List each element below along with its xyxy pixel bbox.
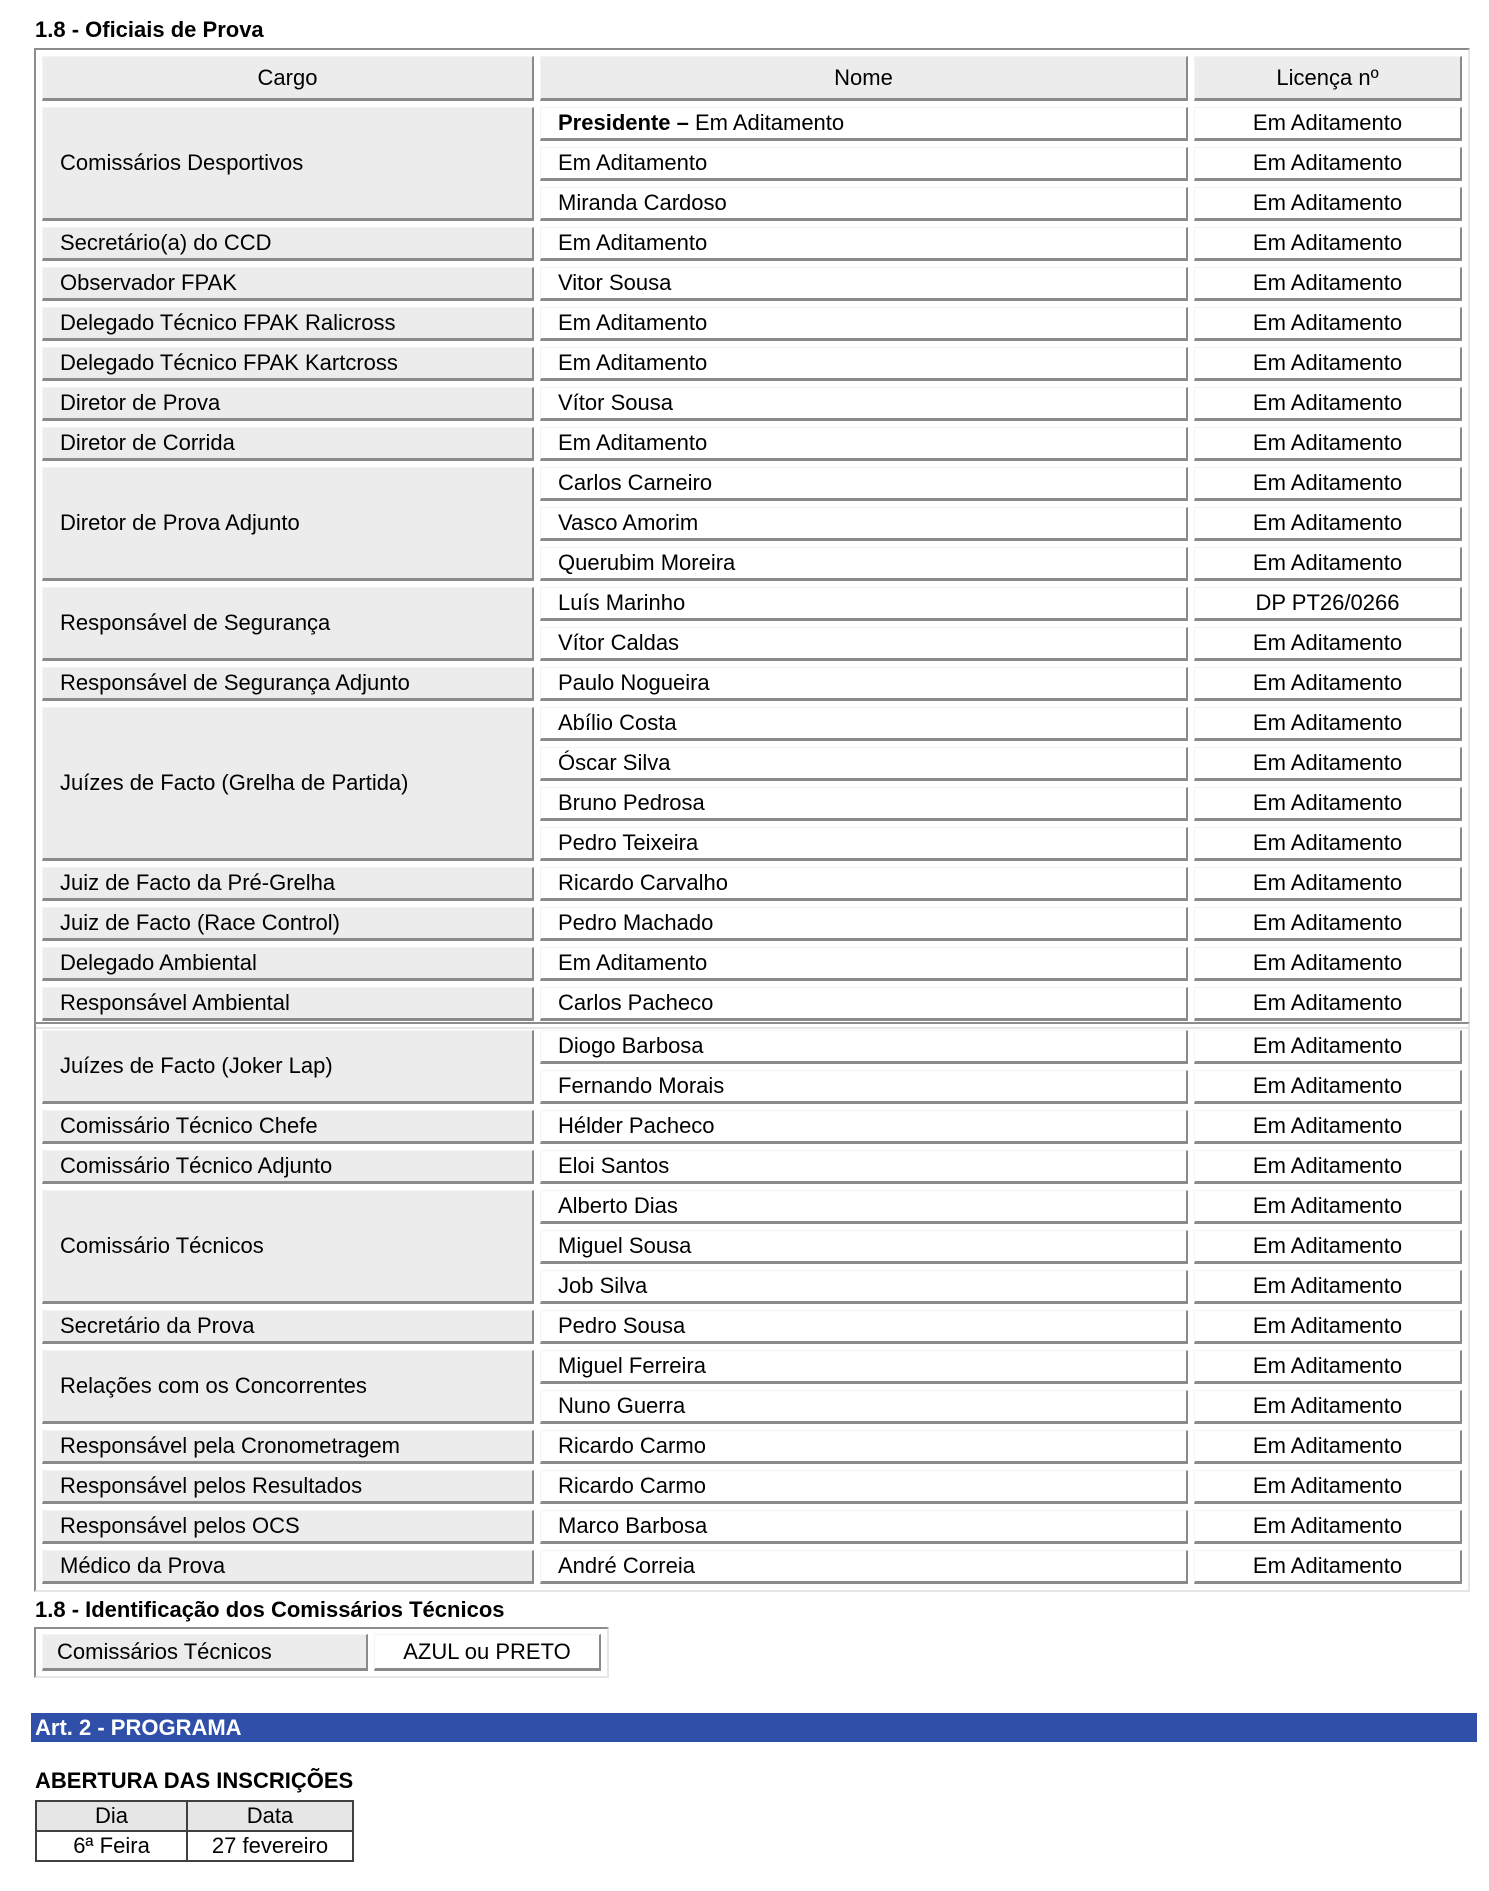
licenca-cell: Em Aditamento bbox=[1194, 1510, 1462, 1544]
nome-cell: Bruno Pedrosa bbox=[540, 787, 1188, 821]
cargo-cell: Secretário da Prova bbox=[42, 1310, 534, 1344]
licenca-cell: Em Aditamento bbox=[1194, 867, 1462, 901]
cargo-cell: Diretor de Corrida bbox=[42, 427, 534, 461]
table-row bbox=[42, 1030, 1462, 1064]
licenca-cell: Em Aditamento bbox=[1194, 1430, 1462, 1464]
cargo-cell: Responsável de Segurança Adjunto bbox=[42, 667, 534, 701]
cargo-cell: Responsável pela Cronometragem bbox=[42, 1430, 534, 1464]
nome-cell: Nuno Guerra bbox=[540, 1390, 1188, 1424]
header-cargo: Cargo bbox=[42, 56, 534, 101]
officials-table-continued bbox=[34, 1022, 1470, 1592]
licenca-cell: Em Aditamento bbox=[1194, 987, 1462, 1021]
nome-cell: Em Aditamento bbox=[540, 307, 1188, 341]
table-row bbox=[42, 667, 1462, 701]
nome-cell: Diogo Barbosa bbox=[540, 1030, 1188, 1064]
licenca-cell: Em Aditamento bbox=[1194, 507, 1462, 541]
cargo-cell: Juízes de Facto (Grelha de Partida) bbox=[42, 707, 534, 861]
licenca-cell: Em Aditamento bbox=[1194, 187, 1462, 221]
table-row bbox=[42, 1510, 1462, 1544]
nome-cell: Vitor Sousa bbox=[540, 267, 1188, 301]
cargo-cell: Juiz de Facto (Race Control) bbox=[42, 907, 534, 941]
licenca-cell: Em Aditamento bbox=[1194, 947, 1462, 981]
cargo-cell: Responsável de Segurança bbox=[42, 587, 534, 661]
identification-label: Comissários Técnicos bbox=[42, 1634, 368, 1671]
table-row bbox=[42, 1430, 1462, 1464]
nome-cell: Pedro Teixeira bbox=[540, 827, 1188, 861]
cargo-cell: Juízes de Facto (Joker Lap) bbox=[42, 1030, 534, 1104]
licenca-cell: Em Aditamento bbox=[1194, 747, 1462, 781]
licenca-cell: Em Aditamento bbox=[1194, 1350, 1462, 1384]
nome-cell: Ricardo Carmo bbox=[540, 1430, 1188, 1464]
nome-cell bbox=[540, 107, 1188, 141]
licenca-cell: Em Aditamento bbox=[1194, 1110, 1462, 1144]
nome-cell: Carlos Carneiro bbox=[540, 467, 1188, 501]
nome-cell: Em Aditamento bbox=[540, 227, 1188, 261]
nome-cell: Óscar Silva bbox=[540, 747, 1188, 781]
article-2-banner: Art. 2 - PROGRAMA bbox=[31, 1713, 1477, 1742]
licenca-cell: Em Aditamento bbox=[1194, 1070, 1462, 1104]
licenca-cell: DP PT26/0266 bbox=[1194, 587, 1462, 621]
table-row bbox=[42, 387, 1462, 421]
table-row bbox=[42, 1350, 1462, 1384]
nome-cell: Vasco Amorim bbox=[540, 507, 1188, 541]
licenca-cell: Em Aditamento bbox=[1194, 147, 1462, 181]
licenca-cell: Em Aditamento bbox=[1194, 827, 1462, 861]
registration-table bbox=[35, 1800, 354, 1862]
licenca-cell: Em Aditamento bbox=[1194, 907, 1462, 941]
licenca-cell: Em Aditamento bbox=[1194, 347, 1462, 381]
nome-cell: Em Aditamento bbox=[540, 347, 1188, 381]
table-row bbox=[42, 107, 1462, 141]
nome-cell: Em Aditamento bbox=[540, 427, 1188, 461]
table-row bbox=[42, 347, 1462, 381]
table-row bbox=[42, 1150, 1462, 1184]
licenca-cell: Em Aditamento bbox=[1194, 707, 1462, 741]
table-row bbox=[42, 907, 1462, 941]
licenca-cell: Em Aditamento bbox=[1194, 307, 1462, 341]
table-row bbox=[42, 587, 1462, 621]
cargo-cell: Delegado Ambiental bbox=[42, 947, 534, 981]
identification-section-title: 1.8 - Identificação dos Comissários Técnicos bbox=[35, 1597, 505, 1622]
table-row bbox=[42, 267, 1462, 301]
table-row bbox=[42, 947, 1462, 981]
licenca-cell: Em Aditamento bbox=[1194, 787, 1462, 821]
cargo-cell: Responsável pelos Resultados bbox=[42, 1470, 534, 1504]
licenca-cell: Em Aditamento bbox=[1194, 1390, 1462, 1424]
cargo-cell: Diretor de Prova Adjunto bbox=[42, 467, 534, 581]
nome-cell: Em Aditamento bbox=[540, 147, 1188, 181]
header-licenca: Licença nº bbox=[1194, 56, 1462, 101]
nome-cell: Ricardo Carmo bbox=[540, 1470, 1188, 1504]
table-row bbox=[42, 1190, 1462, 1224]
nome-cell: Marco Barbosa bbox=[540, 1510, 1188, 1544]
licenca-cell: Em Aditamento bbox=[1194, 427, 1462, 461]
header-data: Data bbox=[187, 1801, 353, 1831]
licenca-cell: Em Aditamento bbox=[1194, 467, 1462, 501]
nome-text: Em Aditamento bbox=[688, 110, 845, 135]
nome-cell: Vítor Sousa bbox=[540, 387, 1188, 421]
officials-section-title: 1.8 - Oficiais de Prova bbox=[35, 17, 264, 42]
cargo-cell: Delegado Técnico FPAK Kartcross bbox=[42, 347, 534, 381]
nome-cell: Abílio Costa bbox=[540, 707, 1188, 741]
identification-value: AZUL ou PRETO bbox=[374, 1634, 601, 1671]
licenca-cell: Em Aditamento bbox=[1194, 107, 1462, 141]
nome-cell: Miranda Cardoso bbox=[540, 187, 1188, 221]
cargo-cell: Responsável pelos OCS bbox=[42, 1510, 534, 1544]
table-row bbox=[42, 1310, 1462, 1344]
nome-cell: Ricardo Carvalho bbox=[540, 867, 1188, 901]
licenca-cell: Em Aditamento bbox=[1194, 1230, 1462, 1264]
nome-cell: Luís Marinho bbox=[540, 587, 1188, 621]
cargo-cell: Diretor de Prova bbox=[42, 387, 534, 421]
licenca-cell: Em Aditamento bbox=[1194, 1150, 1462, 1184]
nome-cell: Fernando Morais bbox=[540, 1070, 1188, 1104]
licenca-cell: Em Aditamento bbox=[1194, 547, 1462, 581]
table-row bbox=[42, 867, 1462, 901]
licenca-cell: Em Aditamento bbox=[1194, 227, 1462, 261]
role-prefix: Presidente – bbox=[558, 110, 689, 135]
cargo-cell: Observador FPAK bbox=[42, 267, 534, 301]
licenca-cell: Em Aditamento bbox=[1194, 387, 1462, 421]
licenca-cell: Em Aditamento bbox=[1194, 627, 1462, 661]
cargo-cell: Comissário Técnico Adjunto bbox=[42, 1150, 534, 1184]
registration-row bbox=[36, 1831, 353, 1861]
registration-title: ABERTURA DAS INSCRIÇÕES bbox=[35, 1768, 354, 1793]
cargo-cell: Juiz de Facto da Pré-Grelha bbox=[42, 867, 534, 901]
cargo-cell: Delegado Técnico FPAK Ralicross bbox=[42, 307, 534, 341]
table-row bbox=[42, 1470, 1462, 1504]
nome-cell: Pedro Machado bbox=[540, 907, 1188, 941]
nome-cell: Em Aditamento bbox=[540, 947, 1188, 981]
licenca-cell: Em Aditamento bbox=[1194, 267, 1462, 301]
cargo-cell: Comissário Técnico Chefe bbox=[42, 1110, 534, 1144]
cargo-cell: Secretário(a) do CCD bbox=[42, 227, 534, 261]
nome-cell: Carlos Pacheco bbox=[540, 987, 1188, 1021]
cargo-cell: Comissários Desportivos bbox=[42, 107, 534, 221]
nome-cell: Miguel Ferreira bbox=[540, 1350, 1188, 1384]
licenca-cell: Em Aditamento bbox=[1194, 1310, 1462, 1344]
officials-table bbox=[34, 48, 1470, 1029]
cargo-cell: Comissário Técnicos bbox=[42, 1190, 534, 1304]
nome-cell: Job Silva bbox=[540, 1270, 1188, 1304]
identification-row bbox=[42, 1634, 601, 1671]
table-row bbox=[42, 307, 1462, 341]
licenca-cell: Em Aditamento bbox=[1194, 1470, 1462, 1504]
nome-cell: André Correia bbox=[540, 1550, 1188, 1584]
nome-cell: Eloi Santos bbox=[540, 1150, 1188, 1184]
registration-data: 27 fevereiro bbox=[187, 1831, 353, 1861]
registration-dia: 6ª Feira bbox=[36, 1831, 187, 1861]
header-dia: Dia bbox=[36, 1801, 187, 1831]
licenca-cell: Em Aditamento bbox=[1194, 1190, 1462, 1224]
nome-cell: Querubim Moreira bbox=[540, 547, 1188, 581]
licenca-cell: Em Aditamento bbox=[1194, 1030, 1462, 1064]
cargo-cell: Médico da Prova bbox=[42, 1550, 534, 1584]
table-row bbox=[42, 707, 1462, 741]
table-row bbox=[42, 1550, 1462, 1584]
table-row bbox=[42, 227, 1462, 261]
nome-cell: Vítor Caldas bbox=[540, 627, 1188, 661]
header-nome: Nome bbox=[540, 56, 1188, 101]
cargo-cell: Relações com os Concorrentes bbox=[42, 1350, 534, 1424]
nome-cell: Alberto Dias bbox=[540, 1190, 1188, 1224]
table-row bbox=[42, 987, 1462, 1021]
nome-cell: Hélder Pacheco bbox=[540, 1110, 1188, 1144]
table-row bbox=[42, 427, 1462, 461]
licenca-cell: Em Aditamento bbox=[1194, 1270, 1462, 1304]
table-row bbox=[42, 1110, 1462, 1144]
registration-header-row bbox=[36, 1801, 353, 1831]
nome-cell: Paulo Nogueira bbox=[540, 667, 1188, 701]
officials-header-row bbox=[42, 56, 1462, 101]
cargo-cell: Responsável Ambiental bbox=[42, 987, 534, 1021]
nome-cell: Miguel Sousa bbox=[540, 1230, 1188, 1264]
nome-cell: Pedro Sousa bbox=[540, 1310, 1188, 1344]
licenca-cell: Em Aditamento bbox=[1194, 1550, 1462, 1584]
table-row bbox=[42, 467, 1462, 501]
identification-table bbox=[34, 1627, 609, 1678]
licenca-cell: Em Aditamento bbox=[1194, 667, 1462, 701]
